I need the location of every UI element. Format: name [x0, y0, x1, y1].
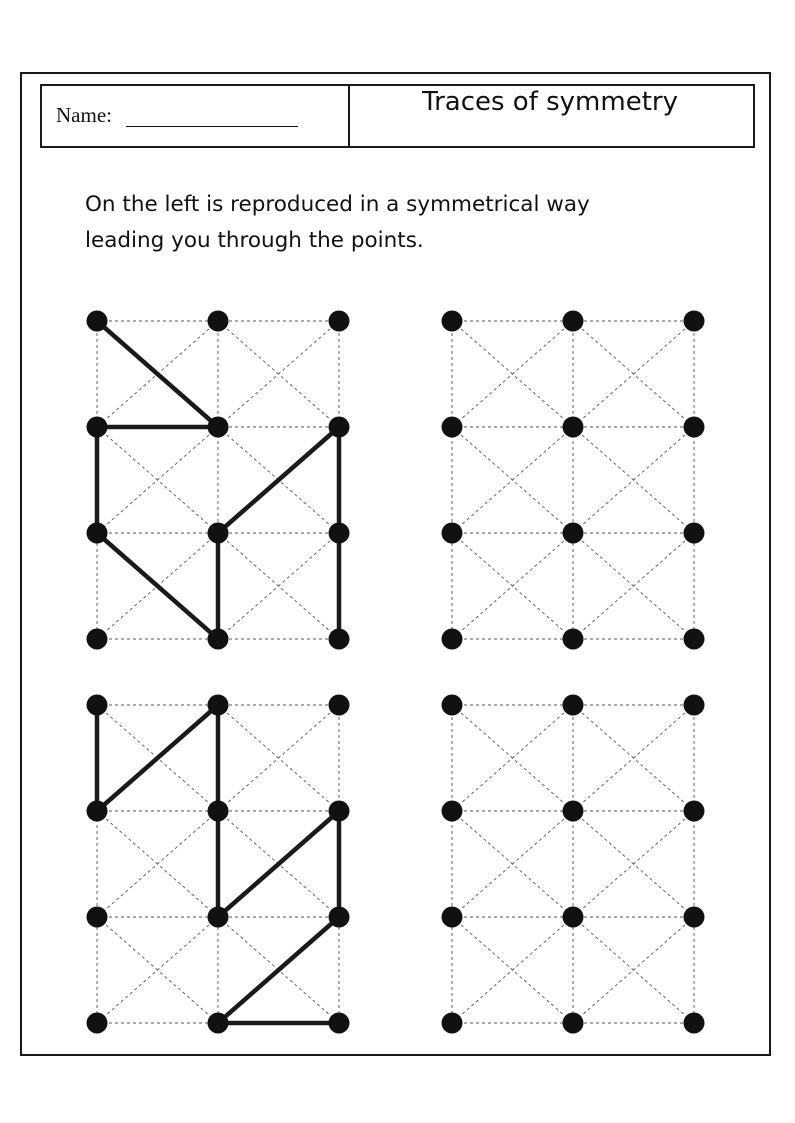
- grid-dot: [87, 1013, 108, 1034]
- grid-dot: [684, 907, 705, 928]
- grid-dot: [208, 629, 229, 650]
- grid-dot: [442, 629, 463, 650]
- exercise-1-model-grid: [87, 311, 350, 650]
- name-label: Name:: [56, 103, 112, 127]
- grid-dot: [208, 1013, 229, 1034]
- grid-dot: [684, 417, 705, 438]
- grid-dot: [329, 523, 350, 544]
- grid-dot: [442, 695, 463, 716]
- grid-dot: [329, 695, 350, 716]
- grid-dot: [442, 801, 463, 822]
- grid-dot: [208, 907, 229, 928]
- exercise-1-blank-grid: [442, 311, 705, 650]
- grid-dot: [208, 311, 229, 332]
- grid-dot: [442, 311, 463, 332]
- grid-dot: [208, 417, 229, 438]
- grid-dot: [563, 311, 584, 332]
- grid-dot: [563, 695, 584, 716]
- grid-dot: [329, 311, 350, 332]
- grid-dot: [87, 523, 108, 544]
- grid-dot: [87, 907, 108, 928]
- grid-dot: [684, 1013, 705, 1034]
- grid-dot: [684, 695, 705, 716]
- grid-dot: [329, 907, 350, 928]
- grid-dot: [329, 417, 350, 438]
- grid-dot: [442, 417, 463, 438]
- grid-dot: [87, 417, 108, 438]
- grid-dot: [563, 907, 584, 928]
- grid-dot: [442, 907, 463, 928]
- grid-dot: [87, 629, 108, 650]
- worksheet-title: Traces of symmetry: [422, 87, 678, 117]
- grid-dot: [208, 801, 229, 822]
- grid-dot: [329, 1013, 350, 1034]
- grid-dot: [563, 523, 584, 544]
- grid-dot: [208, 523, 229, 544]
- grid-dot: [208, 695, 229, 716]
- grid-dot: [563, 417, 584, 438]
- grid-dot: [684, 523, 705, 544]
- grid-dot: [329, 801, 350, 822]
- grid-dot: [684, 801, 705, 822]
- exercise-2-blank-grid: [442, 695, 705, 1034]
- instructions-line-2: leading you through the points.: [85, 228, 424, 253]
- grid-dot: [87, 695, 108, 716]
- grid-dot: [87, 311, 108, 332]
- grid-dot: [563, 801, 584, 822]
- grid-dot: [87, 801, 108, 822]
- grid-dot: [563, 1013, 584, 1034]
- grid-dot: [563, 629, 584, 650]
- instructions-line-1: On the left is reproduced in a symmetrical way: [85, 192, 590, 217]
- exercise-2-model-grid: [87, 695, 350, 1034]
- grid-dot: [684, 629, 705, 650]
- grid-dot: [684, 311, 705, 332]
- grid-dot: [442, 523, 463, 544]
- grid-dot: [329, 629, 350, 650]
- grid-dot: [442, 1013, 463, 1034]
